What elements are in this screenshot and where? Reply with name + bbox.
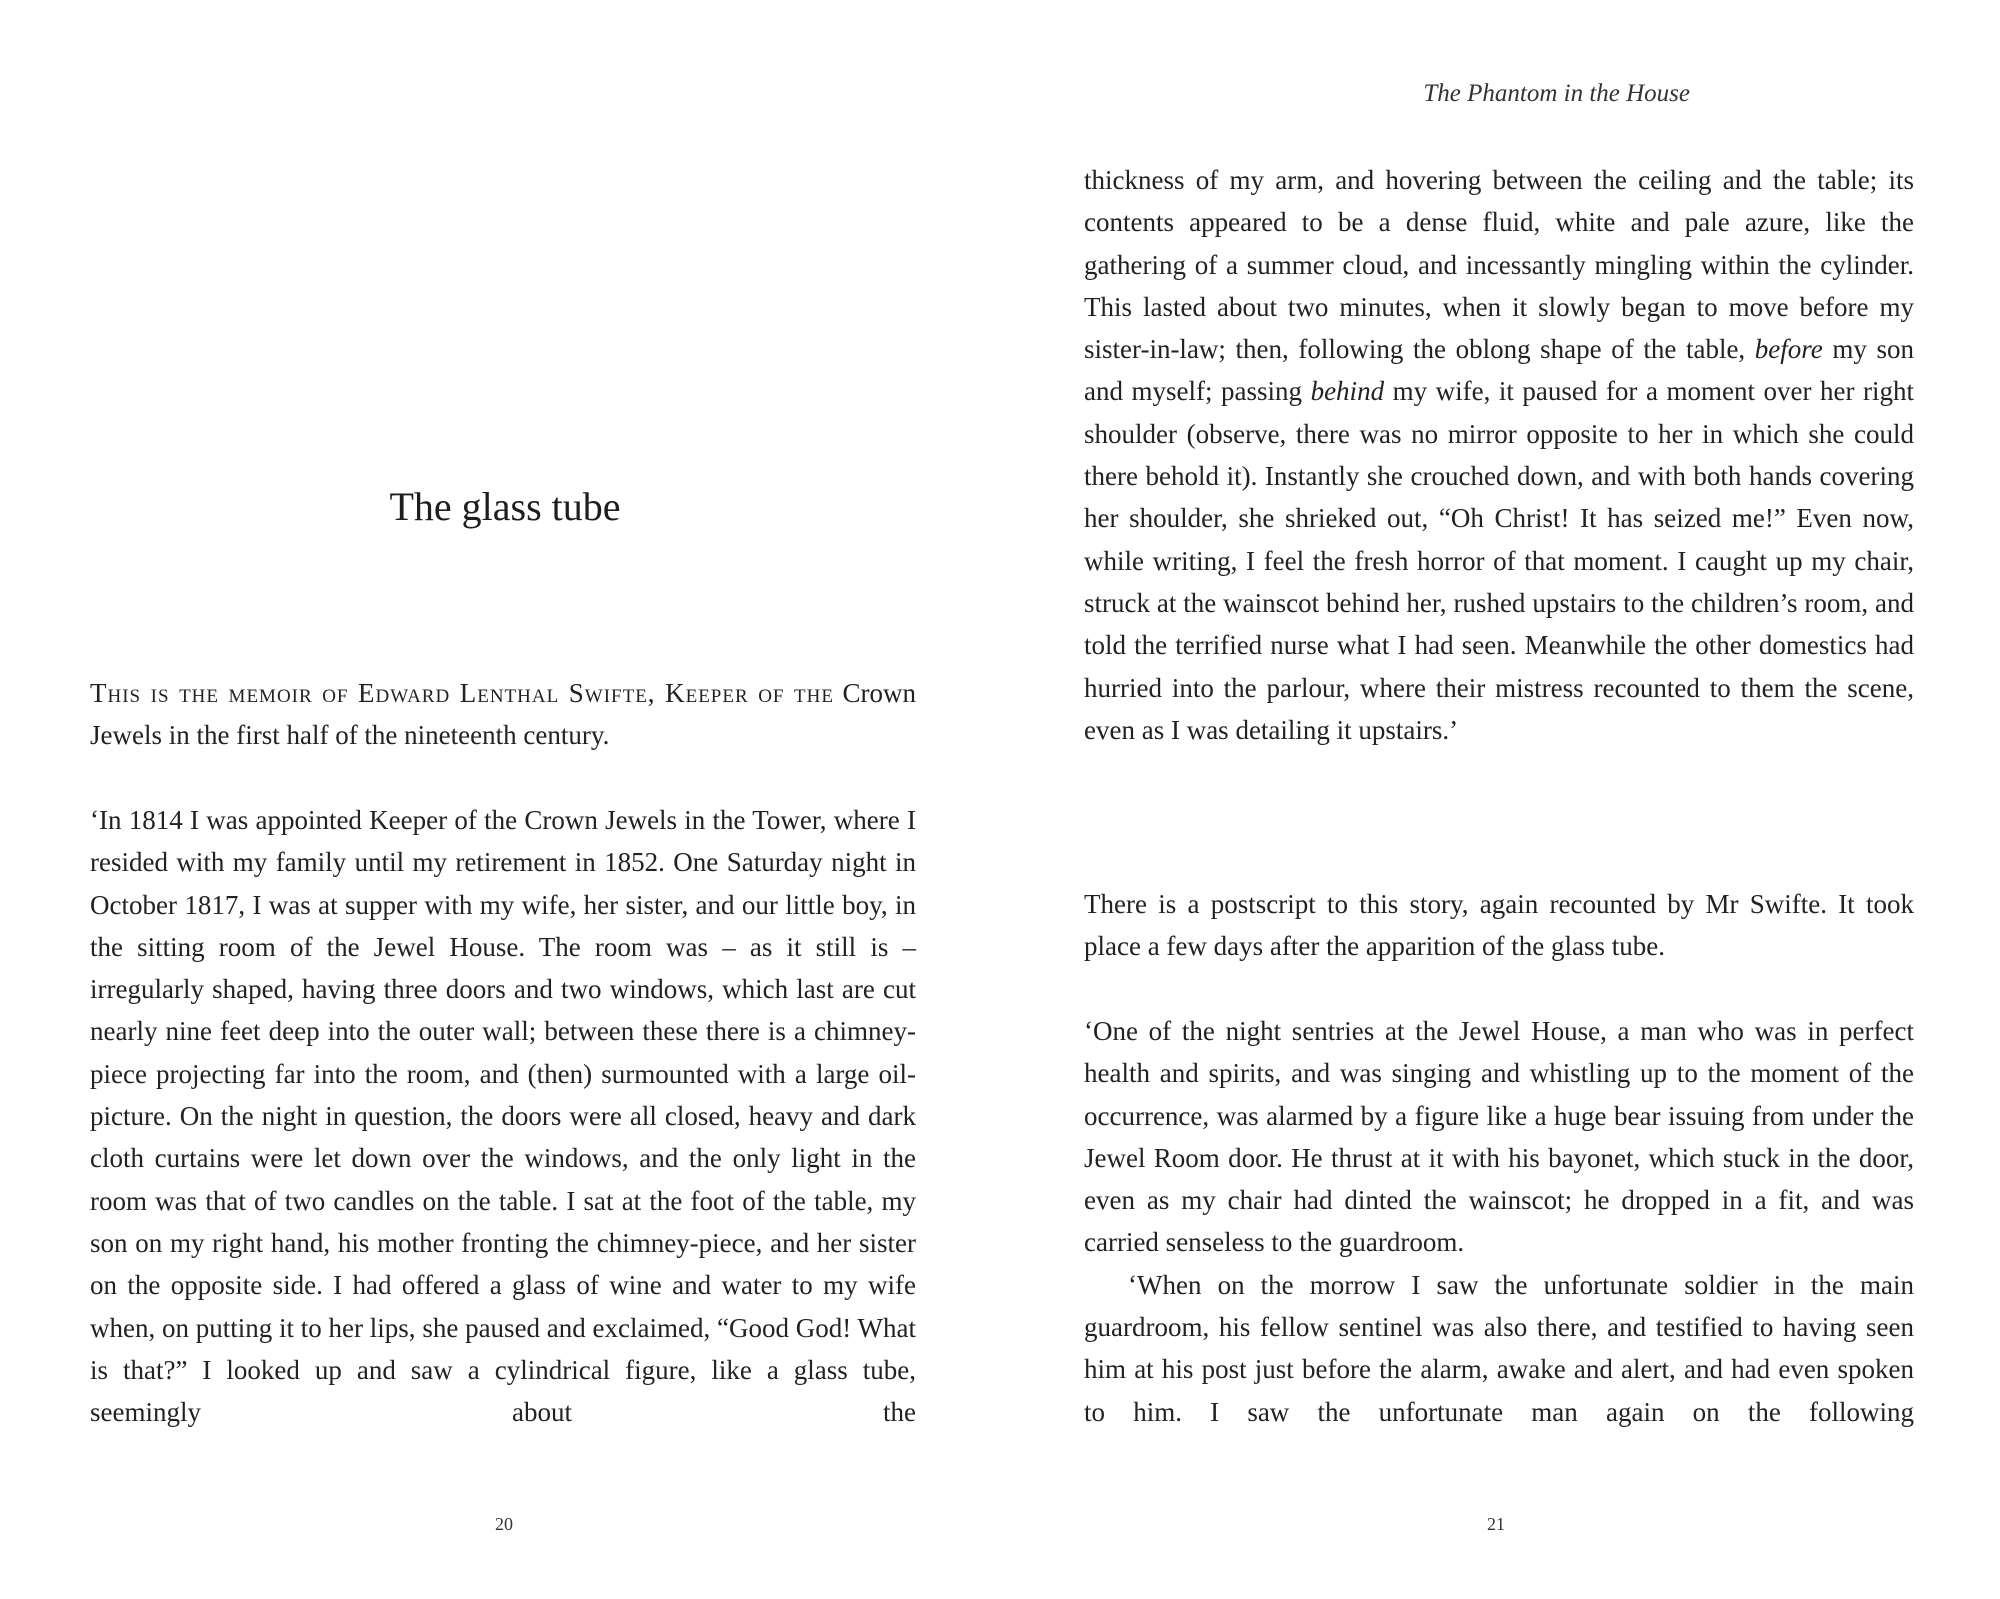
right-paragraph-4: ‘When on the morrow I saw the unfortunate soldier in the main guardroom, his fellow sentinel was also there, and testified to having seen him at his post just before the alarm, awake and alert, and had even spoken to him. I saw the unfortunate man again on the following	[1084, 1269, 1914, 1427]
left-body-text	[90, 799, 916, 1433]
sentry-account	[1084, 1010, 1914, 1433]
page-number-right: 21	[1487, 1514, 1505, 1534]
chapter-lead-in	[90, 672, 916, 757]
emphasis-before: before	[1754, 334, 1823, 365]
chapter-title: The glass tube	[389, 484, 621, 529]
lead-in-rest: Crown Jewels in the first half of the nineteenth century.	[90, 678, 916, 751]
right-paragraph-1	[1084, 159, 1914, 751]
emphasis-behind: behind	[1310, 376, 1385, 407]
right-paragraph-2: There is a postscript to this story, again recounted by Mr Swifte. It took place a few days after the apparition of the glass tube.	[1084, 889, 1914, 962]
right-paragraph-3: ‘One of the night sentries at the Jewel House, a man who was in perfect health and spirits, and was singing and whistling up to the moment of the occurrence, was alarmed by a figure like a huge bear issuing from under the Jewel Room door. He thrust at it with his bayonet, which stuck in the door, even as my chair had dinted the wainscot; he dropped in a fit, and was carried senseless to the guardroom.	[1084, 1016, 1914, 1258]
right-paragraph-1-part-a: thickness of my arm, and hovering between the ceiling and the table; its contents appeared to be a dense fluid, white and pale azure, like the gathering of a summer cloud, and incessantly mingling within the cylinder. This lasted about two minutes, when it slowly began to move before my sister-in-law; then, following the oblong shape of the table,	[1084, 165, 1914, 365]
left-paragraph-1: ‘In 1814 I was appointed Keeper of the Crown Jewels in the Tower, where I resided with my family until my retirement in 1852. One Saturday night in October 1817, I was at supper with my wife, her sister, and our little boy, in the sitting room of the Jewel House. The room was – as it still is – irregularly shaped, having three doors and two windows, which last are cut nearly nine feet deep into the outer wall; between these there is a chimney-piece projecting far into the room, and (then) surmounted with a large oil-picture. On the night in question, the doors were all closed, heavy and dark cloth curtains were let down over the windows, and the only light in the room was that of two candles on the table. I sat at the foot of the table, my son on my right hand, his mother fronting the chimney-piece, and her sister on the opposite side. I had offered a glass of wine and water to my wife when, on putting it to her lips, she paused and exclaimed, “Good God! What is that?” I looked up and saw a cylindrical figure, like a glass tube, seemingly about the	[90, 805, 916, 1428]
right-body-text	[1084, 159, 1914, 751]
right-paragraph-1-part-b: my son and myself; passing	[1084, 334, 1915, 407]
running-head: The Phantom in the House	[1423, 80, 1690, 107]
page-number-left: 20	[495, 1514, 513, 1534]
lead-in-smallcaps: This is the memoir of Edward Lenthal Swifte, Keeper of the	[90, 678, 834, 708]
postscript-intro	[1084, 883, 1914, 968]
right-paragraph-1-part-c: my wife, it paused for a moment over her right shoulder (observe, there was no mirror opposite to her in which she could there behold it). Instantly she crouched down, and with both hands covering her shoulder, she shrieked out, “Oh Christ! It has seized me!” Even now, while writing, I feel the fresh horror of that moment. I caught up my chair, struck at the wainscot behind her, rushed upstairs to the children’s room, and told the terrified nurse what I had seen. Meanwhile the other domestics had hurried into the parlour, where their mistress recounted to them the scene, even as I was detailing it upstairs.’	[1084, 376, 1914, 745]
